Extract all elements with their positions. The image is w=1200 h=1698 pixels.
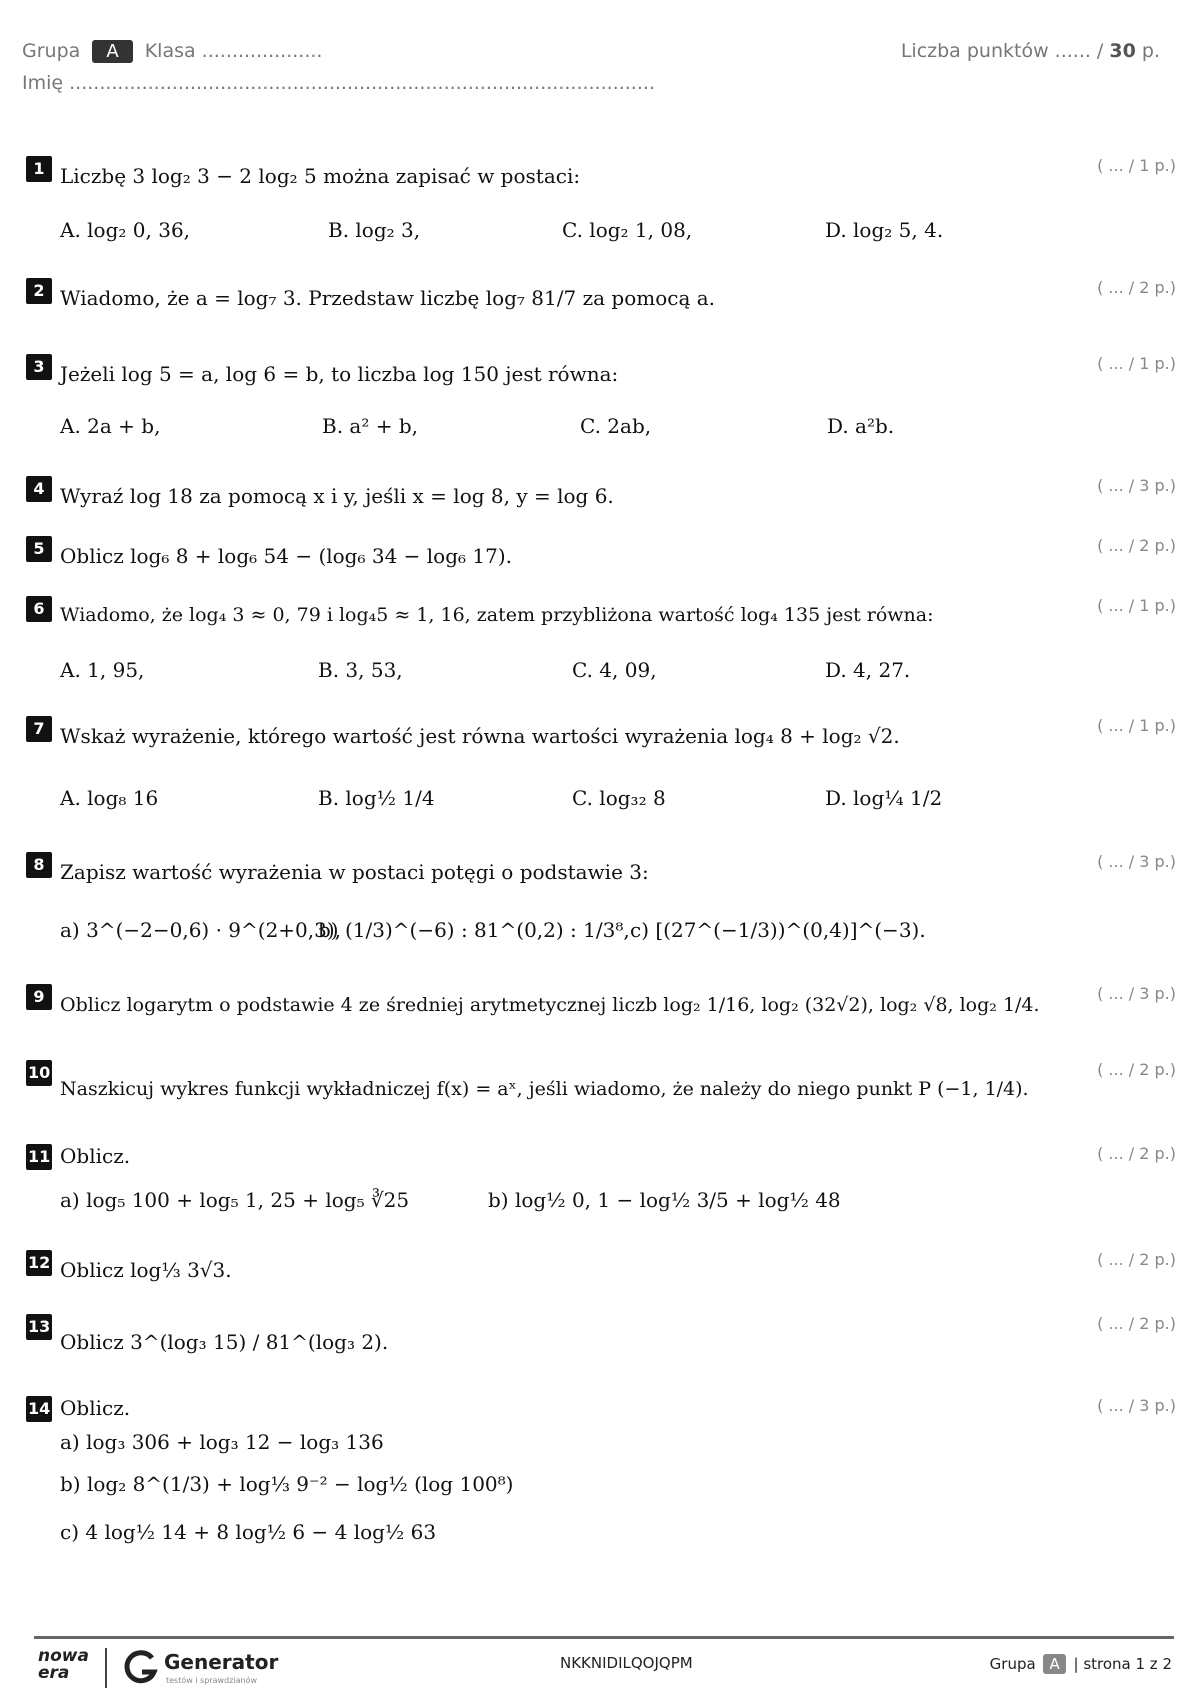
footer-page-number: | strona 1 z 2 bbox=[1073, 1655, 1172, 1673]
answer-b: B. log½ 1/4 bbox=[318, 786, 435, 810]
task-number: 7 bbox=[26, 716, 52, 742]
task-points: ( ... / 3 p.) bbox=[1097, 476, 1176, 495]
answer-b: b) (1/3)^(−6) : 81^(0,2) : 1/3⁸, bbox=[318, 918, 630, 942]
task-points: ( ... / 2 p.) bbox=[1097, 536, 1176, 555]
task-question: Oblicz log₆ 8 + log₆ 54 − (log₆ 34 − log₆ 17). bbox=[60, 544, 513, 568]
group-badge: A bbox=[92, 40, 132, 63]
task-question: Wiadomo, że log₄ 3 ≈ 0, 79 i log₄5 ≈ 1, 16, zatem przybliżona wartość log₄ 135 jest równa: bbox=[60, 604, 934, 626]
task-points: ( ... / 3 p.) bbox=[1097, 852, 1176, 871]
name-field: Imię ................................................................................................. bbox=[22, 72, 655, 94]
answer-b: B. a² + b, bbox=[322, 414, 418, 438]
task-number: 1 bbox=[26, 156, 52, 182]
task-number: 14 bbox=[26, 1396, 52, 1422]
task-number: 5 bbox=[26, 536, 52, 562]
points-summary bbox=[901, 40, 1160, 62]
nowa-era-logo: nowa era bbox=[38, 1646, 89, 1683]
task-question: Oblicz. bbox=[60, 1396, 131, 1420]
group-label: Grupa bbox=[22, 40, 81, 62]
answer-c: C. log₂ 1, 08, bbox=[562, 218, 693, 242]
task-question: Zapisz wartość wyrażenia w postaci potęgi o podstawie 3: bbox=[60, 860, 649, 884]
answer-a: a) log₅ 100 + log₅ 1, 25 + log₅ ∛25 bbox=[60, 1188, 410, 1212]
task-number: 4 bbox=[26, 476, 52, 502]
task-points: ( ... / 1 p.) bbox=[1097, 354, 1176, 373]
task-question: Oblicz. bbox=[60, 1144, 131, 1168]
task-points: ( ... / 2 p.) bbox=[1097, 278, 1176, 297]
answer-c: C. 4, 09, bbox=[572, 658, 657, 682]
task-points: ( ... / 1 p.) bbox=[1097, 716, 1176, 735]
class-label: Klasa .................... bbox=[144, 40, 323, 62]
answer-c: C. log₃₂ 8 bbox=[572, 786, 666, 810]
task-question: Naszkicuj wykres funkcji wykładniczej f(x) = aˣ, jeśli wiadomo, że należy do niego punkt P (−1, 1/4). bbox=[60, 1078, 1029, 1100]
task-number: 2 bbox=[26, 278, 52, 304]
footer-divider bbox=[34, 1636, 1174, 1639]
task-question: Wiadomo, że a = log₇ 3. Przedstaw liczbę log₇ 81/7 za pomocą a. bbox=[60, 286, 716, 310]
answer-b: b) log½ 0, 1 − log½ 3/5 + log½ 48 bbox=[488, 1188, 841, 1212]
task-question: Liczbę 3 log₂ 3 − 2 log₂ 5 można zapisać w postaci: bbox=[60, 164, 581, 188]
generator-logo-text: Generator bbox=[164, 1650, 279, 1674]
answer-c: c) [(27^(−1/3))^(0,4)]^(−3). bbox=[630, 918, 926, 942]
task-number: 12 bbox=[26, 1250, 52, 1276]
answer-d: D. 4, 27. bbox=[825, 658, 911, 682]
answer-a: A. 2a + b, bbox=[60, 414, 161, 438]
task-question: Jeżeli log 5 = a, log 6 = b, to liczba log 150 jest równa: bbox=[60, 362, 619, 386]
task-points: ( ... / 2 p.) bbox=[1097, 1314, 1176, 1333]
task-points: ( ... / 1 p.) bbox=[1097, 596, 1176, 615]
logo-separator bbox=[105, 1648, 107, 1688]
task-number: 13 bbox=[26, 1314, 52, 1340]
points-suffix: p. bbox=[1141, 40, 1160, 62]
task-points: ( ... / 2 p.) bbox=[1097, 1144, 1176, 1163]
document-code: NKKNIDILQOJQPM bbox=[560, 1654, 693, 1672]
task-number: 8 bbox=[26, 852, 52, 878]
answer-d: D. log¼ 1/2 bbox=[825, 786, 943, 810]
answer-a: a) 3^(−2−0,6) · 9^(2+0,3), bbox=[60, 918, 342, 942]
task-points: ( ... / 3 p.) bbox=[1097, 984, 1176, 1003]
task-points: ( ... / 1 p.) bbox=[1097, 156, 1176, 175]
task-question: Wskaż wyrażenie, którego wartość jest równa wartości wyrażenia log₄ 8 + log₂ √2. bbox=[60, 724, 900, 748]
answer-b: B. 3, 53, bbox=[318, 658, 403, 682]
answer-b: B. log₂ 3, bbox=[328, 218, 421, 242]
task-question: Oblicz log⅓ 3√3. bbox=[60, 1258, 232, 1282]
task-number: 11 bbox=[26, 1144, 52, 1170]
answer-b: b) log₂ 8^(1/3) + log⅓ 9⁻² − log½ (log 100⁸) bbox=[60, 1472, 514, 1496]
footer-group-label: Grupa bbox=[989, 1655, 1036, 1673]
task-number: 10 bbox=[26, 1060, 52, 1086]
answer-d: D. log₂ 5, 4. bbox=[825, 218, 944, 242]
task-points: ( ... / 2 p.) bbox=[1097, 1060, 1176, 1079]
task-number: 6 bbox=[26, 596, 52, 622]
answer-a: A. 1, 95, bbox=[60, 658, 145, 682]
task-points: ( ... / 3 p.) bbox=[1097, 1396, 1176, 1415]
task-number: 3 bbox=[26, 354, 52, 380]
task-points: ( ... / 2 p.) bbox=[1097, 1250, 1176, 1269]
answer-a: A. log₈ 16 bbox=[60, 786, 159, 810]
task-question: Wyraź log 18 za pomocą x i y, jeśli x = log 8, y = log 6. bbox=[60, 484, 614, 508]
task-number: 9 bbox=[26, 984, 52, 1010]
answer-a: a) log₃ 306 + log₃ 12 − log₃ 136 bbox=[60, 1430, 384, 1454]
group-field bbox=[22, 40, 322, 63]
footer-page-info bbox=[990, 1654, 1172, 1674]
generator-logo-subtitle: testów i sprawdzianów bbox=[166, 1676, 257, 1685]
answer-d: D. a²b. bbox=[827, 414, 895, 438]
footer-group-badge: A bbox=[1043, 1654, 1065, 1674]
task-question: Oblicz 3^(log₃ 15) / 81^(log₃ 2). bbox=[60, 1330, 389, 1354]
answer-a: A. log₂ 0, 36, bbox=[60, 218, 191, 242]
answer-c: c) 4 log½ 14 + 8 log½ 6 − 4 log½ 63 bbox=[60, 1520, 437, 1544]
points-total: 30 bbox=[1109, 40, 1136, 62]
answer-c: C. 2ab, bbox=[580, 414, 652, 438]
task-question: Oblicz logarytm o podstawie 4 ze średniej arytmetycznej liczb log₂ 1/16, log₂ (32√2), log₂ √8, log₂ 1/4. bbox=[60, 994, 1040, 1016]
generator-g-icon bbox=[122, 1648, 160, 1686]
points-label: Liczba punktów ...... / bbox=[900, 40, 1104, 62]
